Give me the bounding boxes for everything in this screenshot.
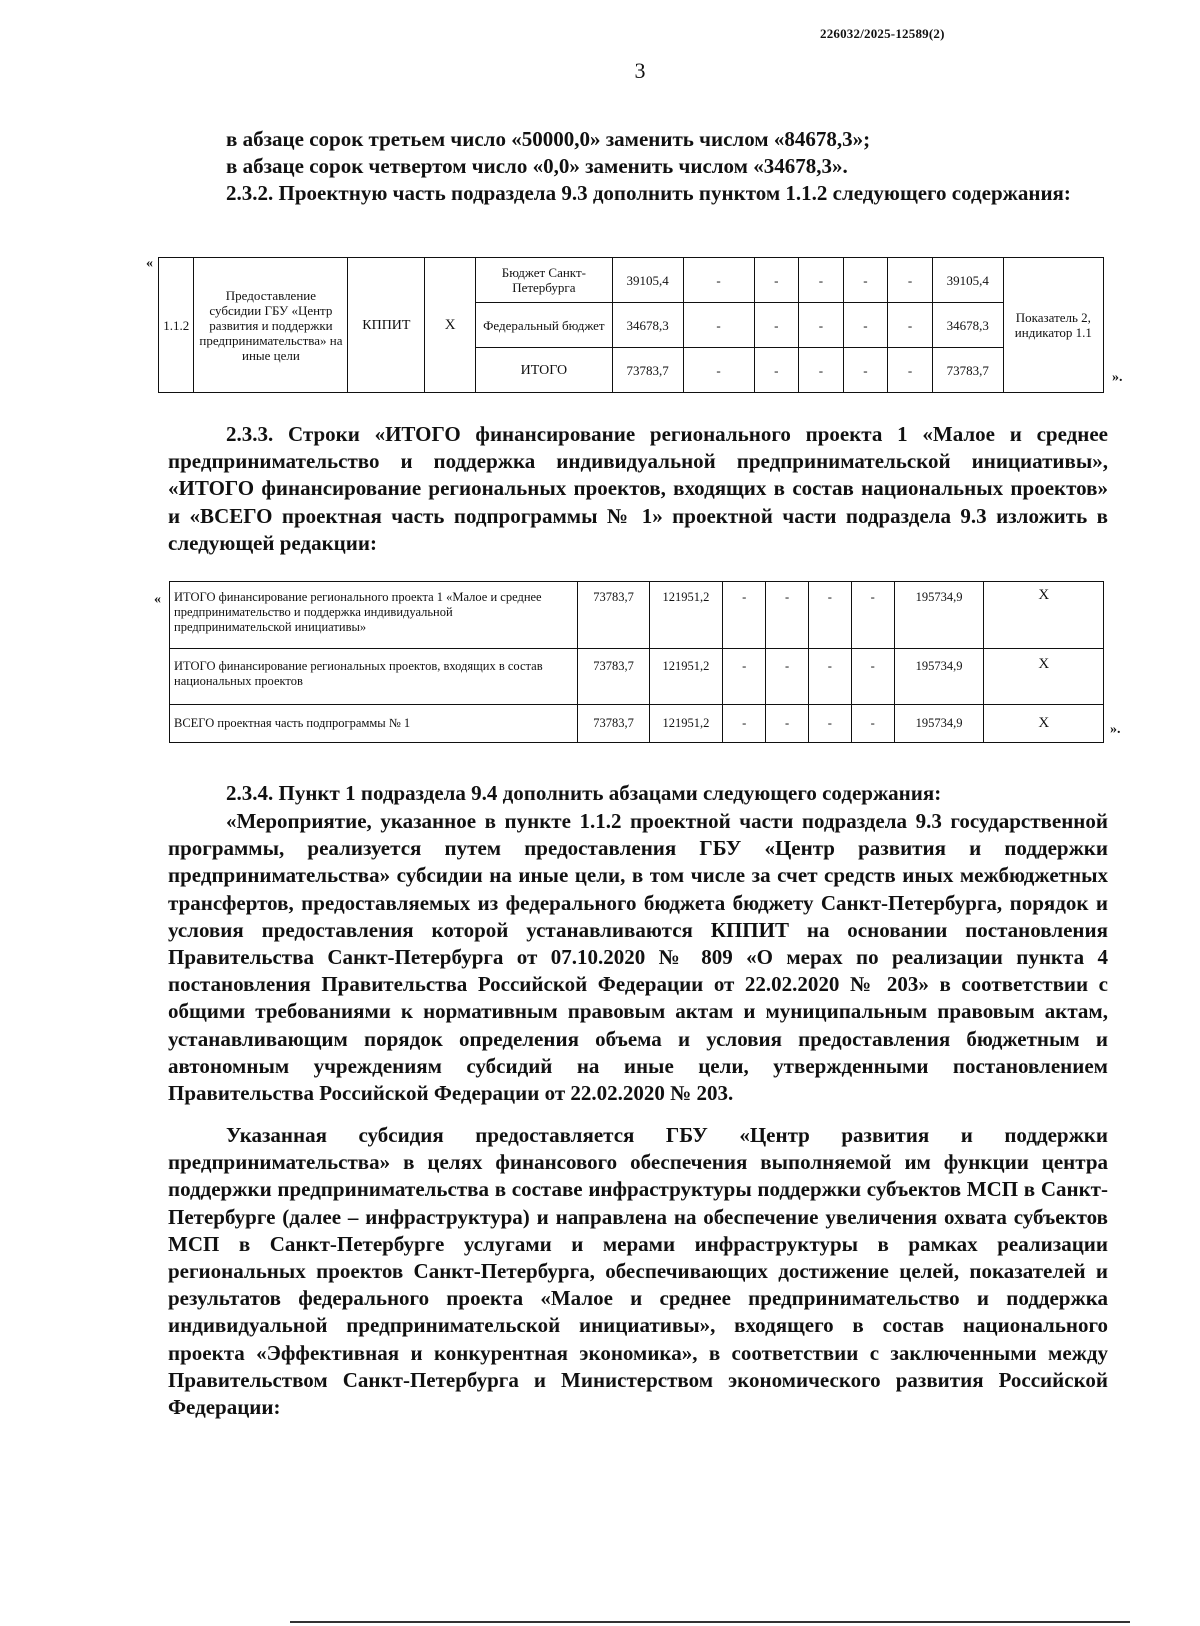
table-row: [170, 582, 1104, 649]
value-cell: -: [683, 303, 754, 348]
value-cell: -: [754, 258, 799, 303]
value-cell: -: [683, 258, 754, 303]
paragraph-2-3-4-body-1: «Мероприятие, указанное в пункте 1.1.2 проектной части подраздела 9.3 государственной программы, реализуется путем предоставления ГБУ «Центр развития и поддержки предпринимательства» субсидии на иные цели, в том числе за счет средств иных межбюджетных трансфертов, предоставляемых из федерального бюджета бюджету Санкт-Петербурга, порядок и условия предоставления которой устанавливаются КППИТ на основании постановления Правительства Санкт-Петербурга от 07.10.2020 № 809 «О мерах по реализации пункта 4 постановления Правительства Российской Федерации от 22.02.2020 № 203» в соответствии с общими требованиями к нормативным правовым актам и муниципальным правовым актам, устанавливающим порядок определения объема и условия предоставления бюджетным и автономным учреждениям субсидий на иные цели, утвержденными постановлением Правительства Российской Федерации от 22.02.2020 № 203.: [168, 809, 1108, 1106]
value-cell: -: [754, 348, 799, 393]
total-cell: 39105,4: [932, 258, 1003, 303]
value-cell: -: [723, 649, 766, 705]
value-cell: -: [766, 649, 809, 705]
paragraph-2-3-4-title: 2.3.4. Пункт 1 подраздела 9.4 дополнить абзацами следующего содержания:: [226, 781, 942, 805]
value-cell: -: [766, 705, 809, 743]
value-cell: -: [888, 258, 933, 303]
mark-cell: Х: [984, 649, 1104, 705]
funding-source: ИТОГО: [476, 348, 613, 393]
value-cell: -: [723, 705, 766, 743]
funding-source: Бюджет Санкт-Петербурга: [476, 258, 613, 303]
intro-line-1: в абзаце сорок третьем число «50000,0» заменить числом «84678,3»;: [226, 127, 871, 151]
row-name: ИТОГО финансирование региональных проектов, входящих в состав национальных проектов: [170, 649, 578, 705]
value-cell: -: [808, 649, 851, 705]
page-number: 3: [634, 58, 646, 83]
value-cell: -: [843, 348, 888, 393]
value-cell: 34678,3: [612, 303, 683, 348]
intro-line-2: в абзаце сорок четвертом число «0,0» заменить числом «34678,3».: [226, 154, 848, 178]
value-cell: -: [808, 582, 851, 649]
value-cell: -: [888, 303, 933, 348]
row-name: ВСЕГО проектная часть подпрограммы № 1: [170, 705, 578, 743]
table-totals: [169, 581, 1104, 743]
value-cell: 121951,2: [649, 582, 722, 649]
value-cell: 73783,7: [578, 705, 649, 743]
table1-close-quote: ».: [1112, 370, 1123, 385]
value-cell: -: [799, 258, 844, 303]
value-cell: -: [683, 348, 754, 393]
value-cell: -: [888, 348, 933, 393]
value-cell: -: [723, 582, 766, 649]
mark-cell: Х: [984, 582, 1104, 649]
value-cell: -: [808, 705, 851, 743]
indicator-cell: Показатель 2, индикатор 1.1: [1003, 258, 1103, 393]
table-row: [170, 705, 1104, 743]
value-cell: -: [843, 303, 888, 348]
table-project-item-1-1-2: [158, 257, 1104, 393]
value-cell: -: [799, 303, 844, 348]
value-cell: -: [843, 258, 888, 303]
value-cell: -: [754, 303, 799, 348]
value-cell: -: [851, 582, 894, 649]
item-mark: Х: [425, 258, 476, 393]
table2-close-quote: ».: [1110, 722, 1121, 737]
value-cell: 121951,2: [649, 705, 722, 743]
total-cell: 195734,9: [894, 582, 984, 649]
total-cell: 195734,9: [894, 705, 984, 743]
item-executor: КППИТ: [348, 258, 425, 393]
table2-open-quote: «: [154, 592, 161, 607]
row-name: ИТОГО финансирование регионального проекта 1 «Малое и среднее предпринимательство и поддержка индивидуальной предпринимательской инициативы»: [170, 582, 578, 649]
paragraph-2-3-2: 2.3.2. Проектную часть подраздела 9.3 дополнить пунктом 1.1.2 следующего содержания:: [226, 181, 1071, 205]
value-cell: -: [851, 649, 894, 705]
item-number: 1.1.2: [159, 258, 194, 393]
value-cell: 121951,2: [649, 649, 722, 705]
table1-open-quote: «: [146, 256, 153, 271]
paragraph-2-3-4-body-2: Указанная субсидия предоставляется ГБУ «Центр развития и поддержки предпринимательства» в целях финансового обеспечения выполняемой им функции центра поддержки предпринимательства в составе инфраструктуры поддержки субъектов МСП в Санкт-Петербурге (далее – инфраструктура) и направлена на обеспечение увеличения охвата субъектов МСП в Санкт-Петербурге услугами и мерами инфраструктуры в рамках реализации региональных проектов Санкт-Петербурга, обеспечивающих достижение целей, показателей и результатов федерального проекта «Малое и среднее предпринимательство и поддержка индивидуальной предпринимательской инициативы», входящего в состав национального проекта «Эффективная и конкурентная экономика», в соответствии с заключенными между Правительством Санкт-Петербурга и Министерством экономического развития Российской Федерации:: [168, 1123, 1108, 1420]
mark-cell: Х: [984, 705, 1104, 743]
value-cell: -: [799, 348, 844, 393]
paragraph-2-3-3: 2.3.3. Строки «ИТОГО финансирование регионального проекта 1 «Малое и среднее предпринимательство и поддержка индивидуальной предпринимательской инициативы», «ИТОГО финансирование региональных проектов, входящих в состав национальных проектов» и «ВСЕГО проектная часть подпрограммы № 1» проектной части подраздела 9.3 изложить в следующей редакции:: [168, 422, 1108, 555]
funding-source: Федеральный бюджет: [476, 303, 613, 348]
value-cell: 73783,7: [578, 649, 649, 705]
value-cell: -: [766, 582, 809, 649]
item-name: Предоставление субсидии ГБУ «Центр развития и поддержки предпринимательства» на иные цели: [194, 258, 348, 393]
total-cell: 195734,9: [894, 649, 984, 705]
total-cell: 73783,7: [932, 348, 1003, 393]
value-cell: 73783,7: [612, 348, 683, 393]
value-cell: -: [851, 705, 894, 743]
total-cell: 34678,3: [932, 303, 1003, 348]
value-cell: 39105,4: [612, 258, 683, 303]
document-number: 226032/2025-12589(2): [820, 26, 945, 41]
table-row: [159, 258, 1104, 303]
table-row: [170, 649, 1104, 705]
value-cell: 73783,7: [578, 582, 649, 649]
page-bottom-edge: [290, 1621, 1130, 1623]
